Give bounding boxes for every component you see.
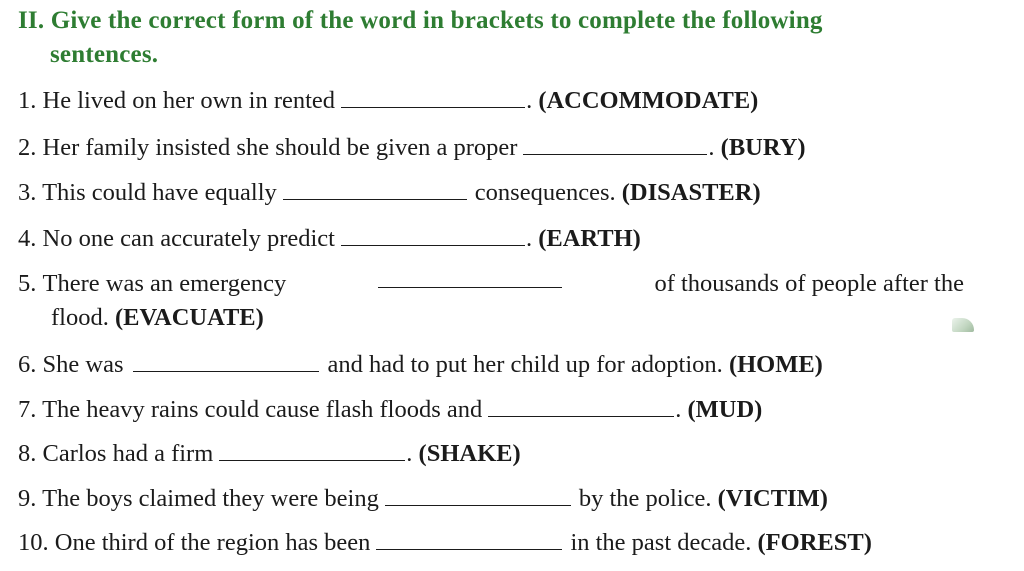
question-number: 3. bbox=[18, 179, 37, 206]
question-10 bbox=[18, 526, 1008, 560]
question-1 bbox=[18, 84, 1008, 118]
question-number: 2. bbox=[18, 134, 37, 161]
question-text-after: . bbox=[525, 225, 533, 252]
answer-blank[interactable] bbox=[378, 267, 562, 288]
question-text-after: in the past decade. bbox=[570, 529, 752, 556]
question-7 bbox=[18, 393, 1008, 427]
question-9 bbox=[18, 482, 1008, 516]
keyword: (EARTH) bbox=[538, 225, 641, 252]
question-text-after: . bbox=[526, 87, 533, 114]
question-text-continued: flood. bbox=[51, 304, 109, 331]
keyword: (HOME) bbox=[728, 351, 823, 378]
question-number: 9. bbox=[18, 485, 37, 512]
question-number: 10. bbox=[18, 529, 49, 556]
question-text-after: by the police. bbox=[578, 485, 712, 512]
answer-blank[interactable] bbox=[376, 529, 562, 550]
question-5-line-1 bbox=[18, 267, 964, 301]
question-5 bbox=[18, 267, 1008, 335]
question-text-after: . bbox=[406, 440, 413, 467]
keyword: (VICTIM) bbox=[717, 485, 828, 512]
answer-blank[interactable] bbox=[341, 225, 525, 246]
question-text-after: consequences. bbox=[474, 179, 616, 206]
answer-blank[interactable] bbox=[283, 179, 467, 200]
keyword: (ACCOMMODATE) bbox=[538, 87, 759, 114]
keyword: (MUD) bbox=[687, 396, 763, 423]
question-8 bbox=[18, 437, 1008, 471]
question-text-after: of thousands of people after the bbox=[654, 270, 964, 297]
question-4 bbox=[18, 222, 1008, 256]
question-number: 7. bbox=[18, 396, 37, 423]
question-text-before: Her family insisted she should be given a proper bbox=[42, 134, 518, 161]
answer-blank[interactable] bbox=[219, 440, 405, 461]
question-text-before: No one can accurately predict bbox=[42, 225, 335, 252]
question-number: 5. bbox=[18, 270, 37, 297]
question-text-before: One third of the region has been bbox=[54, 529, 371, 556]
question-text-before: There was an emergency bbox=[42, 270, 287, 297]
exercise-heading bbox=[18, 4, 1008, 72]
answer-blank[interactable] bbox=[133, 351, 319, 372]
answer-blank[interactable] bbox=[385, 485, 571, 506]
answer-blank[interactable] bbox=[523, 134, 707, 155]
question-text-after: and had to put her child up for adoption. bbox=[327, 351, 723, 378]
question-text-before: This could have equally bbox=[42, 179, 277, 206]
question-text-before: The heavy rains could cause flash floods and bbox=[42, 396, 483, 423]
question-text-before: Carlos had a firm bbox=[42, 440, 214, 467]
heading-line-2: sentences. bbox=[50, 41, 159, 68]
question-number: 6. bbox=[18, 351, 37, 378]
question-text-before: She was bbox=[42, 351, 124, 378]
question-3 bbox=[18, 176, 1008, 210]
question-5-line-2 bbox=[18, 301, 1008, 335]
question-text-before: The boys claimed they were being bbox=[42, 485, 379, 512]
question-number: 4. bbox=[18, 225, 37, 252]
question-text-after: . bbox=[708, 134, 715, 161]
heading-line-1: II. Give the correct form of the word in brackets to complete the following bbox=[18, 7, 823, 34]
keyword: (EVACUATE) bbox=[114, 304, 264, 331]
question-text-after: . bbox=[675, 396, 682, 423]
answer-blank[interactable] bbox=[488, 396, 674, 417]
question-text-before: He lived on her own in rented bbox=[42, 87, 336, 114]
question-2 bbox=[18, 131, 1008, 165]
keyword: (SHAKE) bbox=[418, 440, 521, 467]
keyword: (BURY) bbox=[720, 134, 806, 161]
keyword: (DISASTER) bbox=[621, 179, 761, 206]
question-6 bbox=[18, 348, 1008, 382]
keyword: (FOREST) bbox=[757, 529, 872, 556]
answer-blank[interactable] bbox=[341, 87, 525, 108]
question-number: 1. bbox=[18, 87, 37, 114]
question-number: 8. bbox=[18, 440, 37, 467]
